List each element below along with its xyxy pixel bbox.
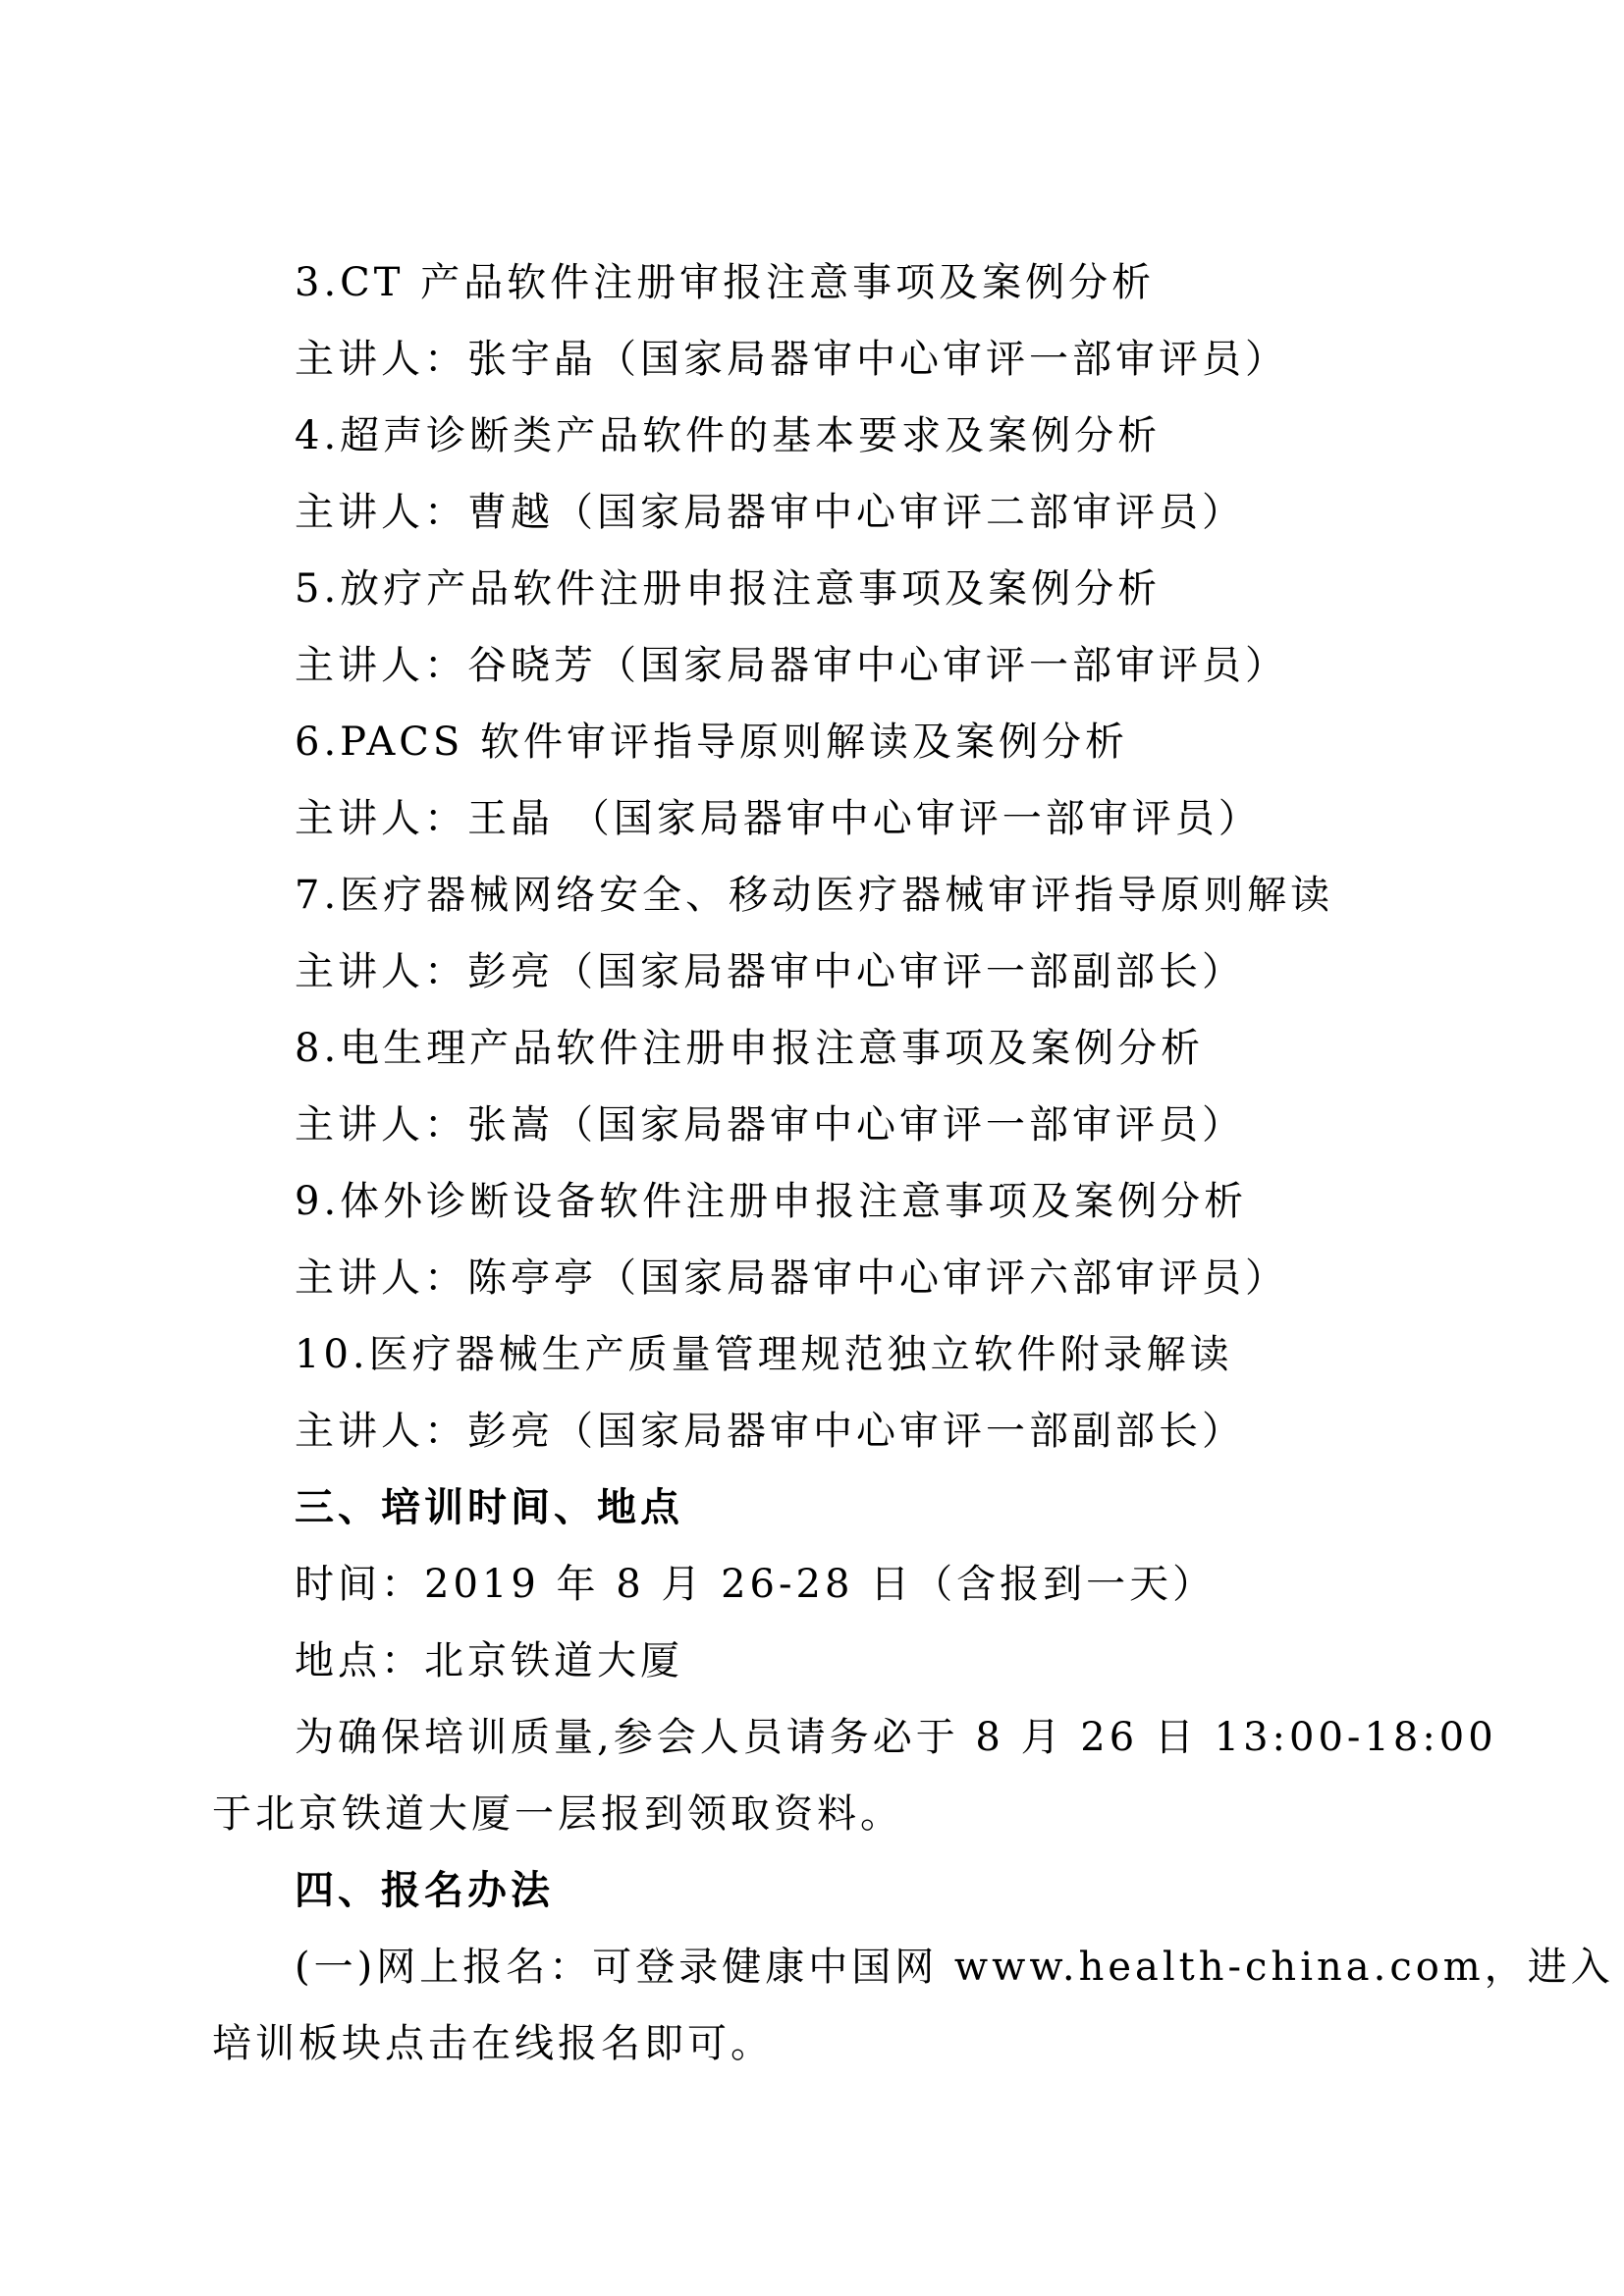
course-speaker-10: 主讲人：彭亮（国家局器审中心审评一部副部长） [295,1409,1245,1454]
course-title-3: 3.CT 产品软件注册审报注意事项及案例分析 [295,260,1156,305]
section-3-heading: 三、培训时间、地点 [295,1485,683,1530]
course-speaker-6: 主讲人：王晶 （国家局器审中心审评一部审评员） [295,796,1262,841]
registration-note-line-1: 为确保培训质量,参会人员请务必于 8 月 26 日 13:00-18:00 [295,1715,1497,1760]
training-time: 时间：2019 年 8 月 26-28 日（含报到一天） [295,1562,1217,1607]
course-title-4: 4.超声诊断类产品软件的基本要求及案例分析 [295,413,1162,458]
training-location: 地点：北京铁道大厦 [295,1638,683,1683]
course-speaker-8: 主讲人：张嵩（国家局器审中心审评一部审评员） [295,1102,1245,1148]
online-registration-line-1: (一)网上报名：可登录健康中国网 www.health-china.com，进入 [295,1945,1614,1990]
course-title-10: 10.医疗器械生产质量管理规范独立软件附录解读 [295,1332,1233,1377]
course-speaker-4: 主讲人：曹越（国家局器审中心审评二部审评员） [295,490,1245,535]
course-title-5: 5.放疗产品软件注册申报注意事项及案例分析 [295,566,1162,612]
course-speaker-3: 主讲人：张宇晶（国家局器审中心审评一部审评员） [295,337,1288,382]
course-title-9: 9.体外诊断设备软件注册申报注意事项及案例分析 [295,1179,1248,1224]
online-registration-line-2: 培训板块点击在线报名即可。 [212,2021,774,2066]
registration-note-line-2: 于北京铁道大厦一层报到领取资料。 [212,1791,903,1837]
course-title-8: 8.电生理产品软件注册申报注意事项及案例分析 [295,1026,1205,1071]
course-title-6: 6.PACS 软件审评指导原则解读及案例分析 [295,720,1129,765]
course-speaker-5: 主讲人：谷晓芳（国家局器审中心审评一部审评员） [295,643,1288,688]
course-speaker-9: 主讲人：陈亭亭（国家局器审中心审评六部审评员） [295,1255,1288,1301]
section-4-heading: 四、报名办法 [295,1868,554,1913]
course-title-7: 7.医疗器械网络安全、移动医疗器械审评指导原则解读 [295,873,1334,918]
course-speaker-7: 主讲人：彭亮（国家局器审中心审评一部副部长） [295,949,1245,994]
